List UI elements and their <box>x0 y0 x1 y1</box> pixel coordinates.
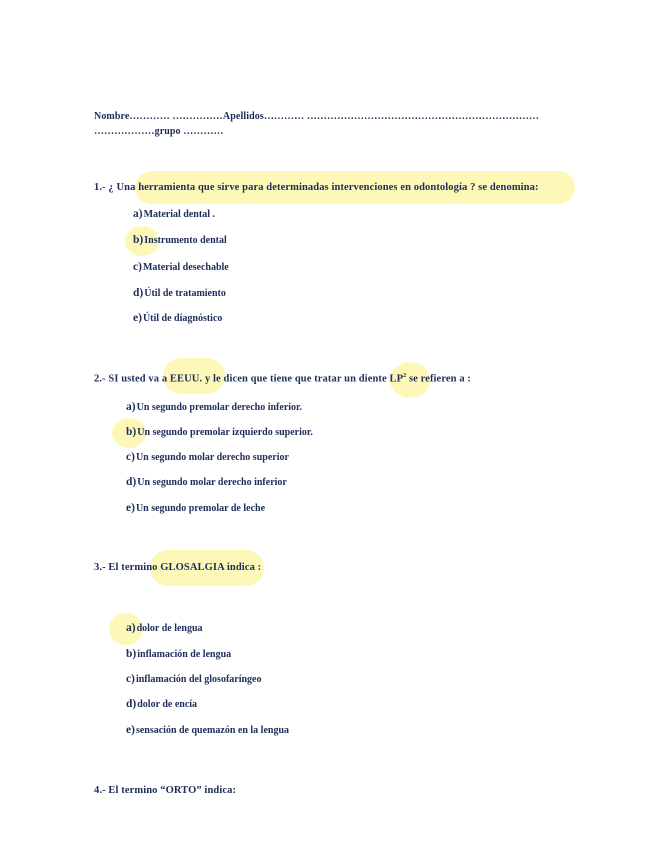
question-3 <box>94 562 261 573</box>
option-letter: b) <box>126 426 137 438</box>
question-text: El termino “ORTO” indica: <box>108 785 237 796</box>
option-text: Instrumento dental <box>144 235 227 246</box>
option-text: Útil de diagnóstico <box>142 313 223 324</box>
tooth-code: LP <box>389 373 404 385</box>
q3-option-b <box>126 648 231 660</box>
option-letter: b) <box>126 648 137 660</box>
option-letter: e) <box>126 502 135 514</box>
question-text-highlighted: EEUU. <box>169 373 203 385</box>
question-number: 1.- <box>94 182 106 193</box>
question-text: indica : <box>224 562 262 573</box>
surname-field: Apellidos………… …………………………………………………………… <box>222 111 540 122</box>
q2-option-d <box>126 476 287 488</box>
q1-option-c <box>133 261 229 273</box>
option-letter: d) <box>126 698 137 710</box>
option-text: Un segundo molar derecho inferior <box>137 477 287 488</box>
q3-option-c <box>126 673 262 685</box>
question-text: se refieren a : <box>406 373 471 385</box>
option-letter: c) <box>133 261 142 273</box>
q3-option-d <box>126 698 197 710</box>
option-letter: d) <box>126 476 137 488</box>
question-text: SI usted va a <box>108 373 170 385</box>
q3-option-a <box>126 622 203 634</box>
question-4 <box>94 785 236 796</box>
name-line <box>94 111 539 122</box>
option-text: Material desechable <box>142 262 229 273</box>
q1-option-a <box>133 208 215 220</box>
option-text: dolor de encía <box>137 699 198 710</box>
option-letter: b) <box>133 234 144 246</box>
option-text: Material dental . <box>143 209 215 220</box>
q1-option-b <box>133 234 227 246</box>
question-number: 2.- <box>94 373 106 385</box>
option-text: Un segundo premolar izquierdo superior. <box>137 427 313 438</box>
option-text: Un segundo premolar derecho inferior. <box>136 402 303 413</box>
q2-option-a <box>126 401 302 413</box>
option-text: Un segundo premolar de leche <box>135 503 266 514</box>
q2-option-e <box>126 502 265 514</box>
option-text: inflamación del glosofaríngeo <box>135 674 262 685</box>
option-letter: e) <box>126 724 135 736</box>
group-line <box>94 126 224 137</box>
option-text: Útil de tratamiento <box>144 288 226 299</box>
question-number: 3.- <box>94 562 106 573</box>
question-2 <box>94 373 471 385</box>
option-letter: a) <box>133 208 143 220</box>
q1-option-d <box>133 287 226 299</box>
option-text: Un segundo molar derecho superior <box>135 452 289 463</box>
question-text: El termino <box>108 562 161 573</box>
option-letter: a) <box>126 401 136 413</box>
option-text: inflamación de lengua <box>137 649 232 660</box>
option-text: dolor de lengua <box>136 623 203 634</box>
option-letter: e) <box>133 312 142 324</box>
question-text-highlighted: herramienta que sirve para determinadas intervenciones en odontología ? se denomina: <box>138 182 539 193</box>
option-letter: a) <box>126 622 136 634</box>
option-letter: c) <box>126 451 135 463</box>
group-field: ………………grupo ………… <box>94 126 224 137</box>
option-letter: d) <box>133 287 144 299</box>
q2-option-c <box>126 451 289 463</box>
question-text: y le dicen que tiene que tratar un diente <box>202 373 390 385</box>
option-text: sensación de quemazón en la lengua <box>135 725 290 736</box>
q3-option-e <box>126 724 289 736</box>
question-1 <box>94 182 539 193</box>
tooth-code-superscript: 2 <box>403 373 407 379</box>
name-field: Nombre………… …………… <box>94 111 223 122</box>
question-number: 4.- <box>94 785 106 796</box>
q1-option-e <box>133 312 222 324</box>
question-text-highlighted: GLOSALGIA <box>160 562 225 573</box>
q2-option-b <box>126 426 313 438</box>
question-text: ¿ Una <box>108 182 139 193</box>
option-letter: c) <box>126 673 135 685</box>
